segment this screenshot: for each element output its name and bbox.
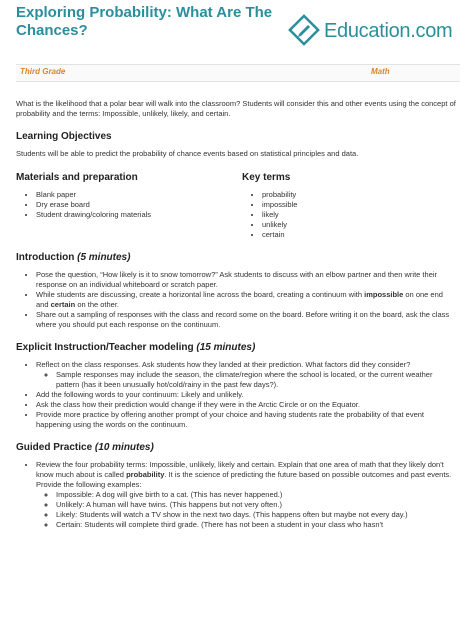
list-item: • probability bbox=[262, 190, 456, 200]
list-item: ◦ Certain: Students will complete third grade. (There has not been a student in your class who hasn't bbox=[56, 520, 456, 530]
text: While students are discussing, create a horizontal line across the board, creating a continuum with bbox=[36, 290, 363, 299]
heading-time: (15 minutes) bbox=[196, 342, 256, 353]
key-terms-heading: Key terms bbox=[242, 172, 291, 183]
guided-heading bbox=[16, 443, 456, 453]
grade-label: Third Grade bbox=[20, 67, 66, 76]
list-item: ◦ Likely: Students will watch a TV show in the next two days. (This happens often but maybe not every day.) bbox=[56, 510, 456, 520]
introduction-section bbox=[16, 253, 456, 330]
text: on the other. bbox=[77, 300, 120, 309]
list-item: • impossible bbox=[262, 200, 456, 210]
list-item: • Share out a sampling of responses with the class and record some on the board. Before writing it on the board, ask the class where you should put each response on the continuum. bbox=[36, 310, 456, 330]
list-item: • likely bbox=[262, 210, 456, 220]
heading-text: Explicit Instruction/Teacher modeling bbox=[16, 342, 194, 353]
sub-list bbox=[36, 490, 456, 530]
meta-bar bbox=[16, 64, 460, 82]
explicit-list bbox=[16, 360, 456, 430]
explicit-section bbox=[16, 343, 456, 430]
intro-paragraph: What is the likelihood that a polar bear will walk into the classroom? Students will consider this and other events using the concept of probability and the terms: Impossible, unlikely, likely, and certain. bbox=[16, 99, 456, 118]
list-item bbox=[36, 460, 456, 530]
guided-list bbox=[16, 460, 456, 530]
heading-text: Introduction bbox=[16, 252, 75, 263]
list-item: • Add the following words to your continuum: Likely and unlikely. bbox=[36, 390, 456, 400]
list-item: ◦ Impossible: A dog will give birth to a cat. (This has never happened.) bbox=[56, 490, 456, 500]
list-item bbox=[36, 290, 456, 310]
materials-section bbox=[16, 173, 242, 240]
sub-list bbox=[36, 370, 456, 390]
objectives-text: Students will be able to predict the probability of chance events based on statistical principles and data. bbox=[16, 149, 359, 158]
brand-name: Education.com bbox=[324, 20, 453, 42]
subject-label: Math bbox=[371, 67, 390, 76]
bold-term: probability bbox=[126, 470, 165, 479]
explicit-heading bbox=[16, 343, 456, 353]
list-item: • unlikely bbox=[262, 220, 456, 230]
materials-terms-row bbox=[16, 173, 456, 240]
key-terms-section bbox=[242, 173, 456, 240]
list-item: • Dry erase board bbox=[36, 200, 242, 210]
introduction-heading bbox=[16, 253, 456, 263]
lesson-content bbox=[16, 99, 456, 530]
list-item: ◦ Sample responses may include the season, the climate/region where the school is located, or the current weather pattern (has it been unusually hot/cold/rainy in the past few days?). bbox=[56, 370, 456, 390]
brand-logo[interactable] bbox=[288, 14, 460, 50]
list-item: ◦ Unlikely: A human will have twins. (This happens but not very often.) bbox=[56, 500, 456, 510]
text: Reflect on the class responses. Ask students how they landed at their prediction. What factors did they consider? bbox=[36, 360, 411, 369]
bold-term: certain bbox=[50, 300, 76, 309]
objectives-heading: Learning Objectives bbox=[16, 131, 112, 142]
list-item: • Blank paper bbox=[36, 190, 242, 200]
heading-text: Guided Practice bbox=[16, 442, 93, 453]
materials-heading: Materials and preparation bbox=[16, 172, 138, 183]
materials-list bbox=[16, 190, 242, 220]
objectives-section bbox=[16, 132, 456, 159]
bold-term: impossible bbox=[364, 290, 404, 299]
list-item: • certain bbox=[262, 230, 456, 240]
guided-section bbox=[16, 443, 456, 530]
introduction-list bbox=[16, 270, 456, 330]
heading-time: (5 minutes) bbox=[77, 252, 131, 263]
text: Review the four probability terms: Impossible, unlikely, likely and certain. Explain that one area of math that they likely don't know much about is called bbox=[36, 460, 444, 479]
page-title: Exploring Probability: What Are The Chances? bbox=[16, 4, 273, 39]
list-item: • Ask the class how their prediction would change if they were in the Arctic Circle or on the Equator. bbox=[36, 400, 456, 410]
heading-time: (10 minutes) bbox=[94, 442, 154, 453]
list-item: • Pose the question, “How likely is it to snow tomorrow?” Ask students to discuss with an elbow partner and then write their response on an individual whiteboard or scratch paper. bbox=[36, 270, 456, 290]
list-item: • Provide more practice by offering another prompt of your choice and having students rate the probability of that event happening using the words on the continuum. bbox=[36, 410, 456, 430]
list-item: • Student drawing/coloring materials bbox=[36, 210, 242, 220]
text: . It is the science of predicting the future based on possible outcomes and past events. Provide the following examples: bbox=[36, 470, 452, 489]
text: on one end and bbox=[36, 290, 443, 309]
list-item bbox=[36, 360, 456, 390]
diamond-pencil-icon bbox=[288, 14, 320, 46]
key-terms-list bbox=[242, 190, 456, 240]
